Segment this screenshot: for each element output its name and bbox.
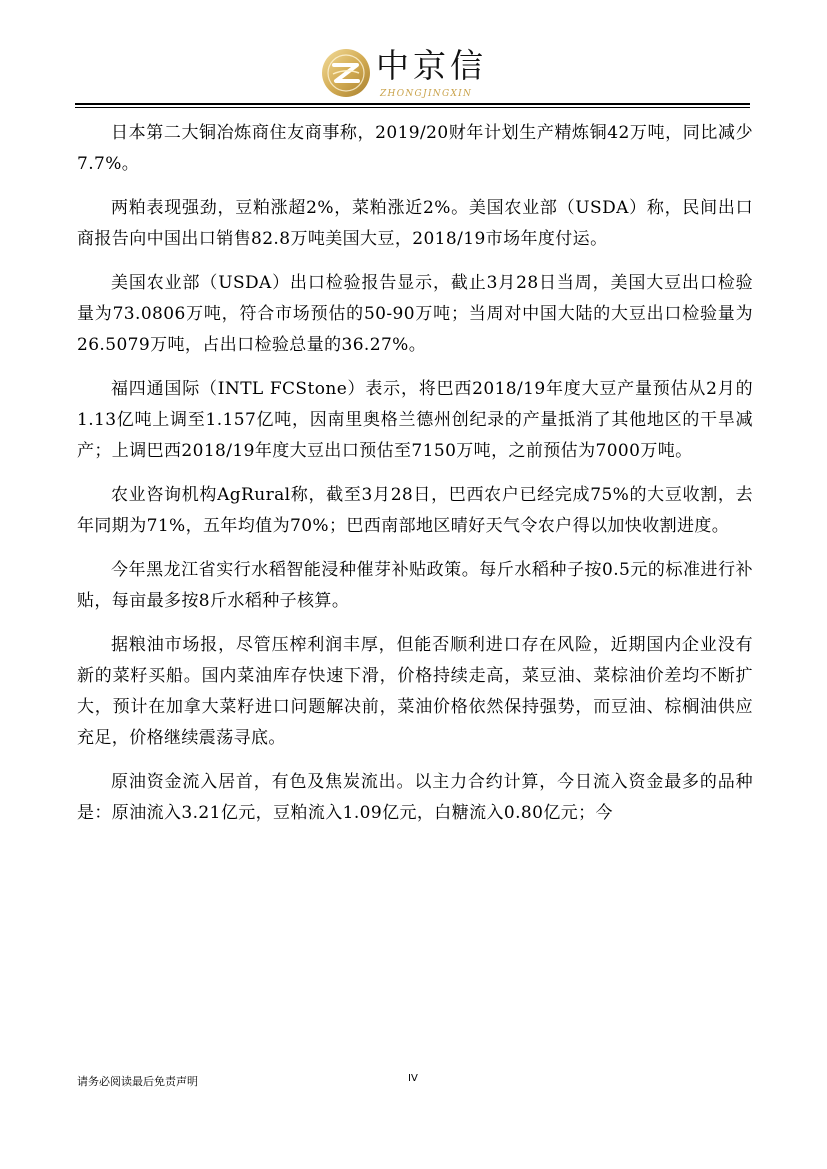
page-header [0, 0, 827, 112]
paragraph-fcstone: 福四通国际（INTL FCStone）表示，将巴西2018/19年度大豆产量预估从2月的1.13亿吨上调至1.157亿吨，因南里奥格兰德州创纪录的产量抵消了其他地区的干旱减产；上调巴西2018/19年度大豆出口预估至7150万吨，之前预估为7000万吨。 [77, 379, 753, 461]
brand-name-cn: 中京信 [376, 46, 487, 85]
footer-disclaimer: 请务必阅读最后免责声明 [77, 1075, 198, 1088]
page-number: IV [408, 1073, 418, 1084]
brand-name-en: ZHONGJINGXIN [380, 89, 473, 99]
paragraph-rapeseed: 据粮油市场报，尽管压榨利润丰厚，但能否顺利进口存在风险，近期国内企业没有新的菜籽买船。国内菜油库存快速下滑，价格持续走高，菜豆油、菜棕油价差均不断扩大，预计在加拿大菜籽进口问题解决前，菜油价格依然保持强势，而豆油、棕榈油供应充足，价格继续震荡寻底。 [77, 635, 753, 748]
article-body [77, 118, 753, 842]
paragraph-usda-inspection: 美国农业部（USDA）出口检验报告显示，截止3月28日当周，美国大豆出口检验量为73.0806万吨，符合市场预估的50-90万吨；当周对中国大陆的大豆出口检验量为26.5079万吨，占出口检验总量的36.27%。 [77, 273, 753, 355]
paragraph-rice-subsidy: 今年黑龙江省实行水稻智能浸种催芽补贴政策。每斤水稻种子按0.5元的标准进行补贴，每亩最多按8斤水稻种子核算。 [77, 560, 753, 611]
paragraph-meal: 两粕表现强劲，豆粕涨超2%，菜粕涨近2%。美国农业部（USDA）称，民间出口商报告向中国出口销售82.8万吨美国大豆，2018/19市场年度付运。 [77, 198, 753, 249]
header-divider-thick [75, 103, 750, 105]
header-divider-thin [75, 107, 750, 108]
paragraph-fund-flow: 原油资金流入居首，有色及焦炭流出。以主力合约计算，今日流入资金最多的品种是：原油流入3.21亿元，豆粕流入1.09亿元，白糖流入0.80亿元；今 [77, 772, 753, 823]
brand-logo-icon [321, 48, 371, 98]
paragraph-copper: 日本第二大铜冶炼商住友商事称，2019/20财年计划生产精炼铜42万吨，同比减少7.7%。 [77, 123, 753, 174]
paragraph-agrural: 农业咨询机构AgRural称，截至3月28日，巴西农户已经完成75%的大豆收割，去年同期为71%，五年均值为70%；巴西南部地区晴好天气令农户得以加快收割进度。 [77, 485, 753, 536]
